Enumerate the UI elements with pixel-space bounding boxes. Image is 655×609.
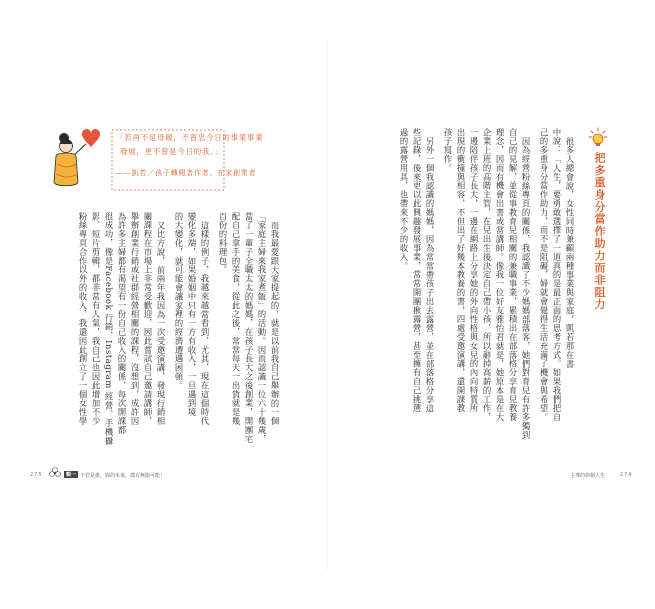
paragraph-line: 當了一輩子全職太太的媽媽，在孩子長大之後創業，開團宅 [244, 212, 254, 444]
paragraph-line: 變化多端，如果婚姻中只有一方有收入，一旦遇到境 [187, 212, 197, 417]
paragraph-line: 影、短片剪輯，都非常有人氣，我自己也因此增加不少 [91, 212, 101, 426]
paragraph-line: 些記錄，後來更以此興趣發展事業，常常開團揪露營，甚至擁有自己挑選 [412, 128, 422, 413]
paragraph-line: 很成功，像是Facebook 行銷、Instagram 經營、手機攝 [104, 212, 114, 446]
page-gutter [327, 40, 328, 570]
section-heading: 把多重身分當作助力而非阻力 [593, 152, 606, 311]
running-header-right: 主導的斜槓人生 [570, 473, 606, 479]
quote-credit: ——凱若／孩子轉閱者作者，在家創業者 [116, 169, 257, 177]
page-number-left: 275 [30, 472, 43, 478]
paragraph-line: 孩子寫作。 [443, 128, 453, 173]
paragraph-line: 這樣的例子，我越來越常看到，尤其，現在這個時代 [200, 221, 210, 426]
paragraph-line: 而我最愛跟大家提起的，就是以前我自己舉辦的一個 [270, 221, 280, 426]
paragraph-line: 自己的見解，並從事教育兒相關的兼職事業，累積出在部落格分享育兒教養 [508, 128, 518, 422]
flower-icon [48, 466, 62, 480]
quote-line: 「若再不是母親，不曾忠今日的事業事業 [116, 133, 264, 142]
paragraph-line: 百份的料理包。 [218, 212, 228, 275]
paragraph-line: 配自己拿手的美食，從此之後，常常每天一出貨就是幾 [231, 212, 241, 426]
paragraph-line: 理念，因而有機會出書或當講師。像我一位好友雅怡君就是，她原本是在大 [495, 128, 505, 422]
paragraph-line: 很多人總會說，女性同時兼顧兩種事業與家庭，凱若那在書 [565, 137, 575, 369]
paragraph-line: 己的多重身分當作助力，而不是阻礙，婦就會覺得生活充滿了機會與希望。 [539, 128, 549, 422]
paragraph-line: 為許多主婦都有渴望有一份自己收入的關係，每次開課都 [117, 212, 127, 435]
chapter-label: 輯一 [66, 472, 77, 478]
paragraph-line: 因為經營粉絲專頁的關係，我認識了不少媽媽部落客，她們對育兒有許多獨到 [521, 137, 531, 440]
paragraph-line: 出現的衝撞與相容，不但出了好幾本教養的書，四處受邀演講，還開課教 [456, 128, 466, 413]
page-number-right: 274 [620, 472, 633, 478]
lightbulb-icon [587, 126, 609, 148]
paragraph-line: 中說：「人生，要勇敢選擇了一道真的是最正面的思考方式。如果我們把自 [552, 128, 562, 422]
running-header-left: 不管是誰，妳的未來，都有無限可能！ [80, 473, 166, 479]
paragraph-line: 過的露營用具，也帶來不少的收入。 [399, 128, 409, 271]
paragraph-line: 「家庭主婦來我家煮飯」的活動。因而認識一位六十幾歲， [257, 212, 267, 444]
paragraph-line: 關課程在市場上非常受歡迎，因此嘗試自己邀請講師， [143, 212, 153, 426]
paragraph-line: 企業上班的高階主管，在兒出生後決定自己帶小孩，所以辭掉高薪的工作， [482, 128, 492, 422]
paragraph-line: 舉辦創業行銷或社群經營相關的課程，沒想到，成許因 [130, 212, 140, 426]
paragraph-line: 又比方說，前兩年我因為一次受邀演講，發現行銷相 [156, 221, 166, 426]
paragraph-line: 粉絲專頁合作以外的收入，我還因此創立了一個女性學 [78, 212, 88, 426]
paragraph-line: 一邊陪伴孩子長大，一邊在網路上分享她的外向性格與女兒的內向特質所 [469, 128, 479, 413]
paragraph-line: 的大變化，就可能會讓家裡的經濟遭遇困頓。 [174, 212, 184, 390]
quote-line: 發展，更不曾是今日的我。」 [120, 147, 223, 156]
paragraph-line: 另外一個我認識的媽媽，因為常常帶孩子出去露營，並在部落格分享這 [425, 137, 435, 413]
